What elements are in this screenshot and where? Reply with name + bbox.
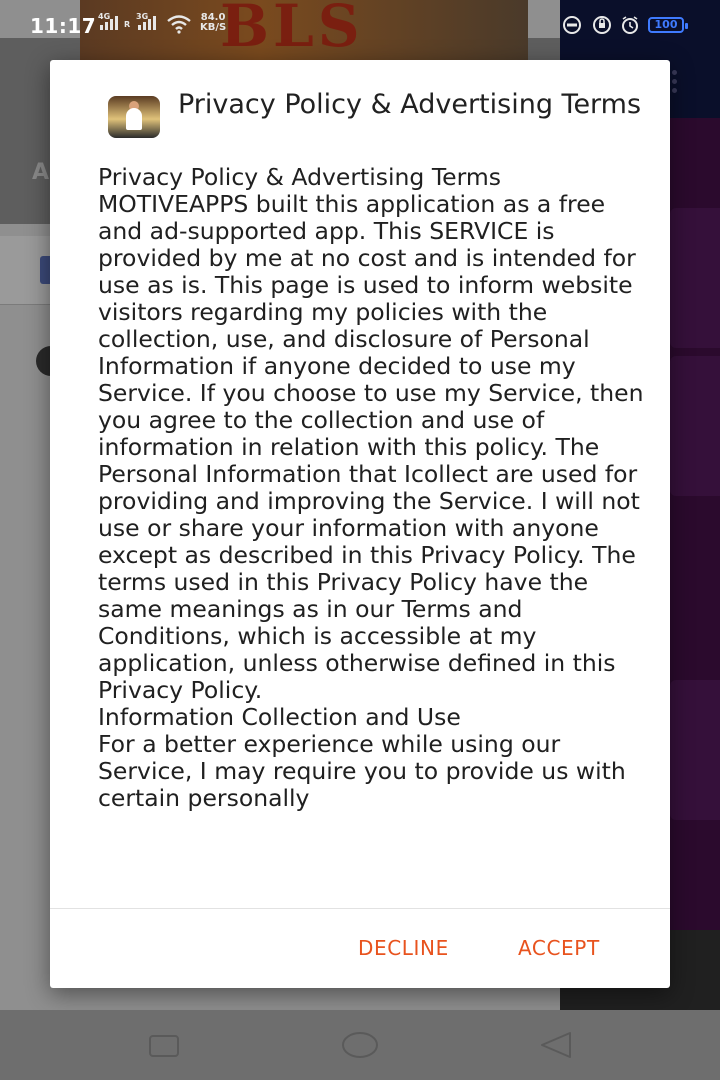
roaming-indicator: R: [124, 20, 131, 29]
privacy-policy-dialog: [50, 60, 670, 988]
circle-home-icon[interactable]: [340, 1030, 380, 1060]
network-speed-unit: KB/S: [200, 22, 227, 33]
alarm-icon: [620, 15, 640, 35]
decline-button[interactable]: DECLINE: [358, 936, 449, 960]
background-banner-text: BLS: [220, 0, 364, 60]
background-card: [670, 208, 720, 348]
overflow-menu-icon: [672, 70, 678, 94]
signal-strength-icon: [138, 16, 156, 30]
square-recents-icon[interactable]: [148, 1034, 180, 1058]
status-time: 11:17: [30, 14, 97, 38]
navigation-bar: [0, 1010, 720, 1080]
signal-strength-icon: [100, 16, 118, 30]
wifi-icon: [166, 14, 192, 34]
triangle-back-icon[interactable]: [538, 1030, 574, 1060]
battery-icon: 100: [648, 17, 684, 33]
network-speed-value: 84.0: [200, 12, 226, 23]
status-bar: [0, 0, 720, 50]
network-type-1: 4G: [98, 12, 111, 21]
app-icon-person: [126, 108, 142, 130]
background-card: [670, 680, 720, 820]
network-speed: [200, 13, 226, 33]
dialog-divider: [50, 908, 670, 909]
accept-button[interactable]: ACCEPT: [518, 936, 600, 960]
dialog-title: Privacy Policy & Advertising Terms: [178, 89, 642, 120]
dialog-header: [50, 60, 670, 160]
data-saver-icon: [592, 15, 612, 35]
app-icon: [108, 96, 160, 138]
network-type-2: 3G: [136, 12, 149, 21]
do-not-disturb-icon: [562, 15, 582, 35]
background-app-title: A: [32, 160, 50, 185]
background-card: [670, 356, 720, 496]
dialog-message-scroll[interactable]: Privacy Policy & Advertising Terms MOTIVEAPPS built this application as a free and ad-supported app. This SERVICE is provided by me at no cost and is intended for use as is. This page is used to inform website visitors regarding my policies with the collection, use, and disclosure of Personal Information if anyone decided to use my Service. If you choose to use my Service, then you agree to the collection and use of information in relation with this policy. The Personal Information that Icollect are used for providing and improving the Service. I will not use or share your information with anyone except as described in this Privacy Policy. The terms used in this Privacy Policy have the same meanings as in our Terms and Conditions, which is accessible at my application, unless otherwise defined in this Privacy Policy. Information Collection and Use For a better experience while using our Service, I may require you to provide us with certain personally: [98, 164, 644, 812]
